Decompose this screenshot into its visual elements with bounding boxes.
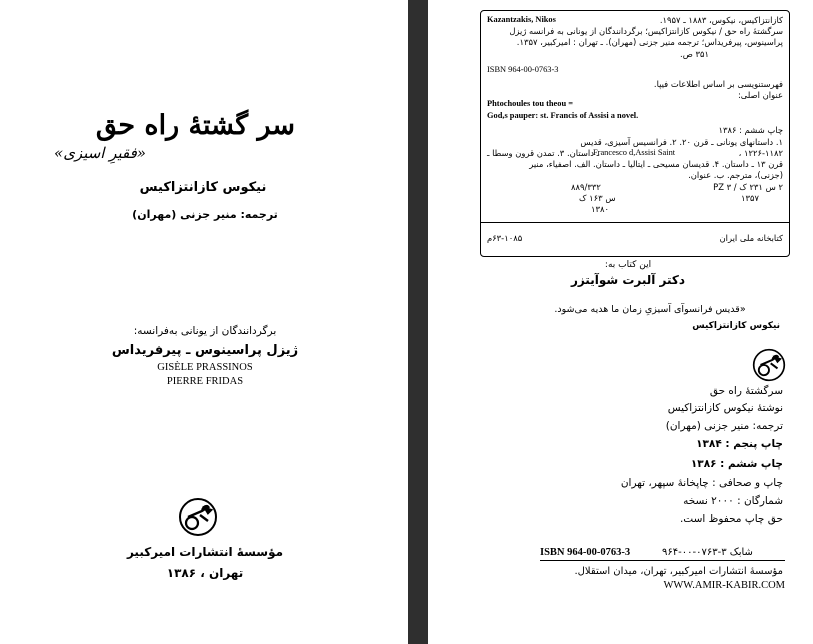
colophon-title: سرگشتهٔ راه حق — [709, 385, 783, 397]
dedication-signature: نیکوس کازانتزاکیس — [692, 321, 780, 331]
colophon-isbn-persian: شابک ۳-۰۷۶۳-۰۰-۹۶۴ — [662, 547, 753, 558]
catalog-subject-1: ۱. داستانهای یونانی ـ قرن ۲۰. ۲. فرانسیس آسیزی، قدیس — [580, 137, 783, 147]
colophon-rights: حق چاپ محفوظ است. — [679, 513, 783, 525]
catalog-card — [480, 10, 790, 257]
colophon-author: نوشتهٔ نیکوس کازانتزاکیس — [667, 402, 783, 414]
chariot-logo-icon — [752, 348, 786, 382]
catalog-class-left-1: ۸۸۹/۳۳۲ — [571, 182, 601, 192]
catalog-line-2: سرگشتهٔ راه حق / نیکوس کازانتزاکیس؛ برگردانندگان از یونانی به فرانسه ژیزل — [509, 26, 783, 36]
author-name: نیکوس کازانتزاکیس — [139, 180, 267, 195]
catalog-library: کتابخانه ملی ایران — [719, 233, 783, 243]
french-translators-note: برگردانندگان از یونانی به‌فرانسه: — [133, 325, 277, 337]
catalog-subject-2-fa: ، ۱۲۲۶-۱۱۸۲ — [738, 148, 783, 158]
publisher-city-year: تهران ، ۱۳۸۶ — [166, 566, 244, 580]
catalog-library-number: ۶۳-۱۰۸۵م — [487, 233, 523, 243]
book-spine — [408, 0, 428, 644]
colophon-copies: شمارگان : ۲۰۰۰ نسخه — [683, 495, 783, 507]
french-translator-latin-1: GISÈLE PRASSINOS — [157, 362, 253, 373]
catalog-author: کازانتزاکیس، نیکوس، ۱۸۸۳ ـ ۱۹۵۷. — [659, 15, 783, 25]
book-subtitle: «فقیرِ اسیزی» — [54, 144, 146, 162]
dedication-to: این کتاب به: — [604, 260, 652, 270]
catalog-class-left-2: س ۱۶۳ ک — [579, 193, 616, 203]
isbn-rule — [540, 560, 785, 561]
publisher-website: WWW.AMIR-KABIR.COM — [663, 580, 785, 591]
french-translators-names: ژیزل پراسینوس ـ پیرفریداس — [111, 343, 299, 358]
book-title: سر گشتۀ راه حق — [95, 110, 295, 141]
french-translator-latin-2: PIERRE FRIDAS — [166, 376, 244, 387]
catalog-original-title-label: عنوان اصلی: — [737, 90, 783, 100]
translator-credit: ترجمه: منیر جزنی (مهران) — [132, 208, 278, 221]
catalog-subject-4: (جزنی)، مترجم. ب. عنوان. — [688, 170, 783, 180]
catalog-edition: چاپ ششم : ۱۳۸۶ — [718, 125, 783, 135]
publisher-name: مؤسسهٔ انتشارات امیرکبیر — [126, 545, 284, 559]
catalog-original-title-english: God,s pauper: st. Francis of Assisi a novel. — [487, 111, 639, 120]
catalog-original-title: Phtochoules tou theou = — [487, 99, 573, 108]
catalog-subject-2-latin: Francesco d,Assisi Saint — [593, 148, 676, 157]
colophon-fifth-edition: چاپ پنجم : ۱۳۸۴ — [696, 438, 783, 450]
colophon-translator: ترجمه: منیر جزنی (مهران) — [665, 420, 783, 432]
publisher-address: مؤسسهٔ انتشارات امیرکبیر، تهران، میدان استقلال. — [574, 566, 783, 577]
catalog-class-right-2: ۱۳۵۷ — [741, 193, 759, 203]
catalog-subject-2-end: ـ داستان. ۳. تمدن قرون وسطا ـ — [487, 148, 600, 158]
catalog-subject-3: قرن ۱۳ ـ داستان. ۴. قدیسان مسیحی ـ ایتالیا ـ داستان. الف. اصفیاء، منیر — [529, 159, 783, 169]
catalog-author-latin: Kazantzakis, Nikos — [487, 15, 556, 24]
catalog-class-right-1: ۲ س ۲۳۱ ک / PZ ۳ — [713, 182, 783, 192]
catalog-line-3: پراسینوس، پیرفریداس؛ ترجمه منیر جزنی (مهران). ـ تهران : امیرکبیر، ۱۳۵۷. — [516, 37, 783, 47]
colophon-sixth-edition: چاپ ششم : ۱۳۸۶ — [690, 458, 783, 470]
colophon-isbn-latin: ISBN 964-00-0763-3 — [540, 547, 631, 558]
colophon-printer: چاپ و صحافی : چاپخانهٔ سپهر، تهران — [620, 477, 783, 489]
catalog-divider — [481, 222, 789, 223]
chariot-logo-icon — [178, 497, 218, 537]
catalog-isbn: ISBN 964-00-0763-3 — [487, 65, 559, 74]
catalog-fipa: فهرستنویسی بر اساس اطلاعات فیپا. — [653, 79, 783, 89]
dedication-name: دکتر آلبرت شوآیتزر — [570, 273, 686, 287]
catalog-pages: ۳۵۱ ص. — [680, 49, 709, 59]
catalog-class-3: ۱۳۸۰ — [591, 204, 609, 214]
dedication-text: «قدیس فرانسوآی آسیزیِ زمان ما هدیه می‌شود. — [554, 304, 746, 315]
